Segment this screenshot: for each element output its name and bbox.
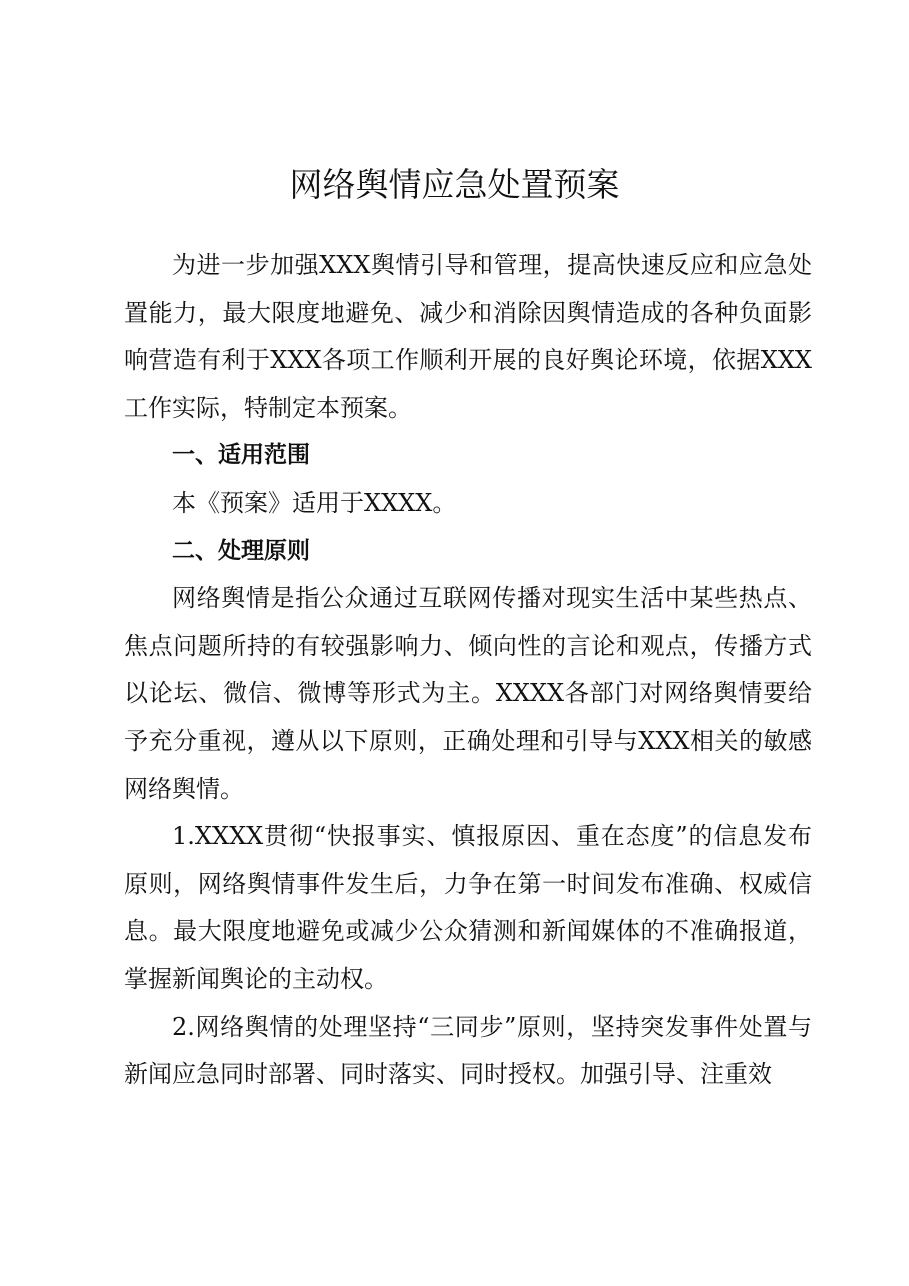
principles-paragraph: 网络舆情是指公众通过互联网传播对现实生活中某些热点、焦点问题所持的有较强影响力、倾向性的言论和观点，传播方式以论坛、微信、微博等形式为主。XXXX各部门对网络舆情要给予充分重视，遵从以下原则，正确处理和引导与XXX相关的敏感网络舆情。 (124, 584, 812, 803)
principle-item-2: 2.网络舆情的处理坚持“三同步”原则，坚持突发事件处置与新闻应急同时部署、同时落实、同时授权。加强引导、注重效 (124, 1012, 812, 1089)
intro-paragraph: 为进一步加强XXX舆情引导和管理，提高快速反应和应急处置能力，最大限度地避免、减少和消除因舆情造成的各种负面影响营造有利于XXX各项工作顺利开展的良好舆论环境，依据XXX工作实际，特制定本预案。 (124, 251, 812, 422)
section-heading-principles: 二、处理原则 (172, 537, 310, 564)
principle-item-1: 1.XXXX贯彻“快报事实、慎报原因、重在态度”的信息发布原则，网络舆情事件发生后，力争在第一时间发布准确、权威信息。最大限度地避免或减少公众猜测和新闻媒体的不准确报道，掌握新闻舆论的主动权。 (124, 822, 812, 993)
scope-paragraph: 本《预案》适用于XXXX。 (172, 488, 457, 517)
document-body (124, 242, 812, 1099)
document-title: 网络舆情应急处置预案 (289, 165, 620, 204)
section-heading-scope: 一、适用范围 (172, 442, 310, 469)
